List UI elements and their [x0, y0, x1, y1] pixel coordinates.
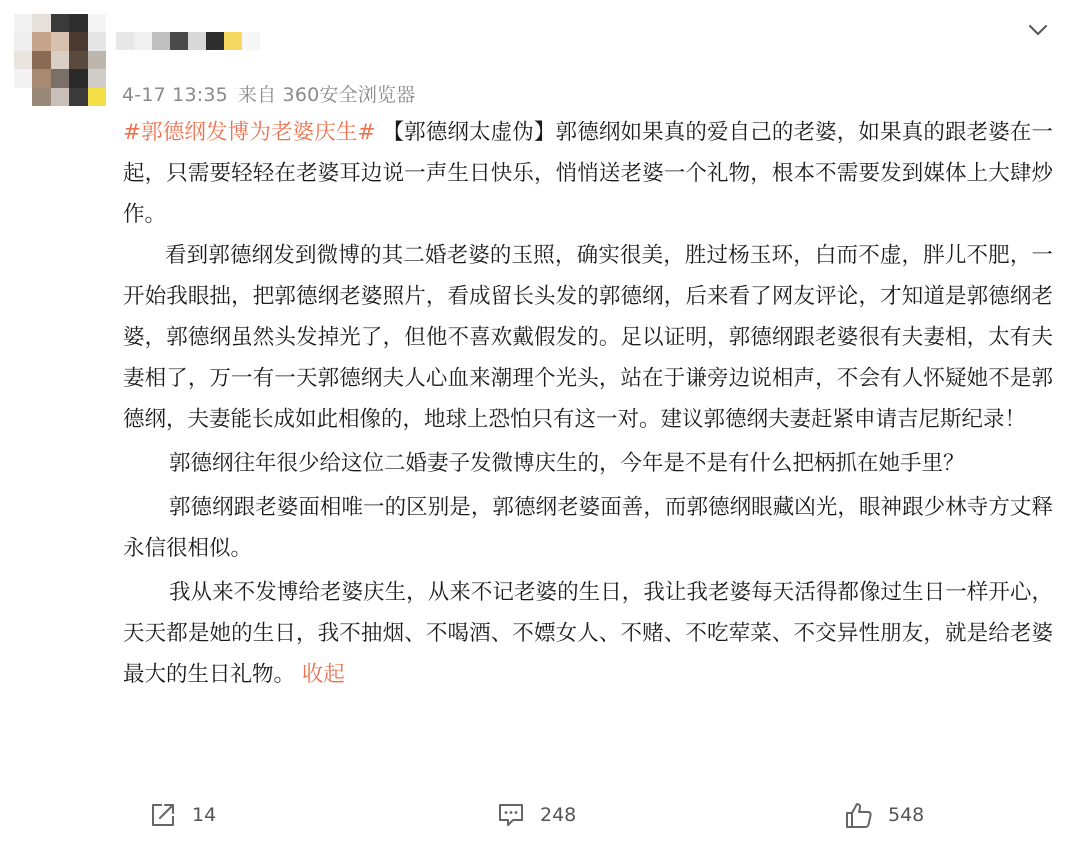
collapse-link[interactable]: 收起 — [301, 662, 345, 687]
like-button[interactable] — [844, 800, 924, 830]
post-time: 4-17 13:35 — [122, 84, 228, 106]
like-count: 548 — [888, 804, 925, 826]
repost-count: 14 — [192, 804, 217, 826]
comment-button[interactable] — [496, 800, 576, 830]
username[interactable] — [116, 32, 260, 50]
repost-button[interactable] — [148, 800, 216, 830]
chevron-down-icon[interactable] — [1026, 18, 1050, 42]
paragraph-text: 【郭德纲太虚伪】郭德纲如果真的爱自己的老婆，如果真的跟老婆在一起，只需要轻轻在老婆耳边说一声生日快乐，悄悄送老婆一个礼物，根本不需要发到媒体上大肆炒作。 — [123, 120, 1054, 227]
action-bar — [0, 800, 1080, 844]
post-source[interactable]: 来自 360安全浏览器 — [237, 84, 416, 106]
like-icon — [844, 800, 874, 830]
comment-count: 248 — [540, 804, 577, 826]
avatar[interactable] — [14, 14, 106, 106]
paragraph-text: 我从来不发博给老婆庆生，从来不记老婆的生日，我让我老婆每天活得都像过生日一样开心，天天都是她的生日，我不抽烟、不喝酒、不嫖女人、不赌、不吃荤菜、不交异性朋友，就是给老婆最大的生日礼物。 — [123, 580, 1053, 687]
comment-icon — [496, 800, 526, 830]
paragraph: 郭德纲跟老婆面相唯一的区别是，郭德纲老婆面善，而郭德纲眼藏凶光，眼神跟少林寺方丈释永信很相似。 — [123, 495, 1053, 561]
paragraph — [123, 572, 1053, 695]
repost-icon — [148, 800, 178, 830]
hashtag-link[interactable]: #郭德纲发博为老婆庆生# — [123, 120, 376, 145]
paragraph: 看到郭德纲发到微博的其二婚老婆的玉照，确实很美，胜过杨玉环，白而不虚，胖儿不肥，一开始我眼拙，把郭德纲老婆照片，看成留长头发的郭德纲，后来看了网友评论，才知道是郭德纲老婆，郭德纲虽然头发掉光了，但他不喜欢戴假发的。足以证明，郭德纲跟老婆很有夫妻相，太有夫妻相了，万一有一天郭德纲夫人心血来潮理个光头，站在于谦旁边说相声，不会有人怀疑她不是郭德纲，夫妻能长成如此相像的，地球上恐怕只有这一对。建议郭德纲夫妻赶紧申请吉尼斯纪录！ — [123, 243, 1053, 432]
post-body — [123, 112, 1053, 695]
paragraph — [123, 112, 1053, 235]
paragraph: 郭德纲往年很少给这位二婚妻子发微博庆生的，今年是不是有什么把柄抓在她手里？ — [169, 451, 965, 476]
post-meta — [122, 80, 415, 107]
